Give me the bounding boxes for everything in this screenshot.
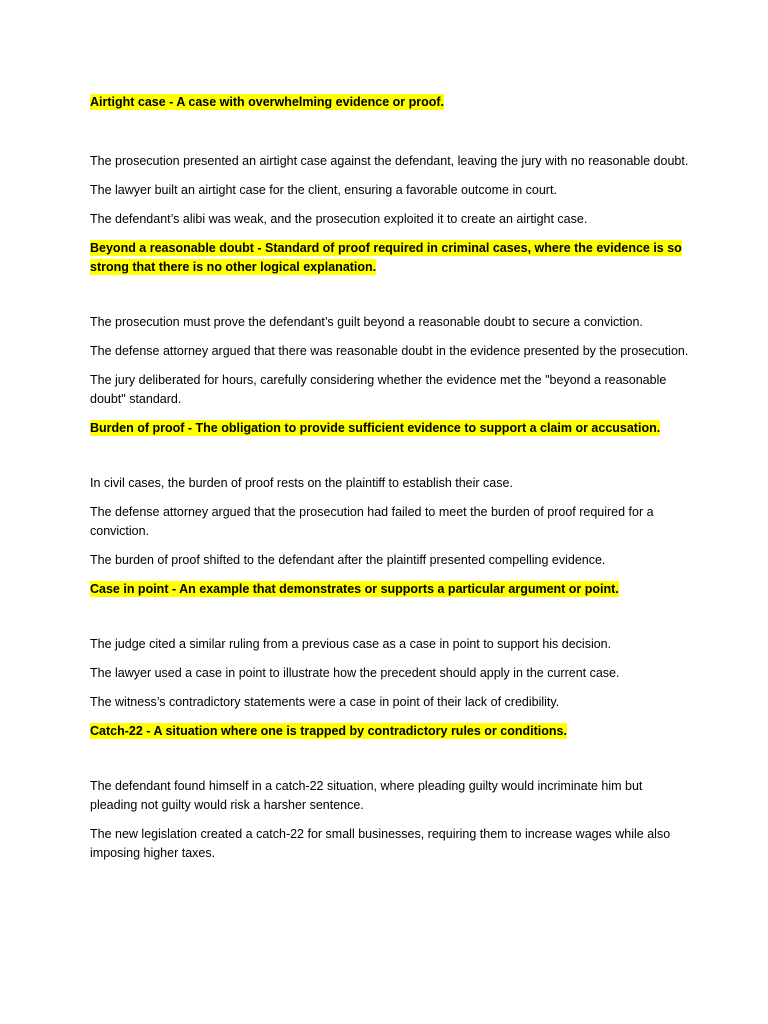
example-sentence: The burden of proof shifted to the defendant after the plaintiff presented compelling evidence.: [90, 553, 606, 567]
term-section-beyond-reasonable-doubt: [90, 239, 708, 409]
term-heading: [90, 93, 708, 112]
term-section-case-in-point: [90, 580, 708, 712]
example-sentence: The judge cited a similar ruling from a previous case as a case in point to support his decision.: [90, 637, 612, 651]
term-highlight: Catch-22 - A situation where one is trapped by contradictory rules or conditions.: [90, 724, 567, 738]
term-heading: [90, 419, 708, 438]
term-section-burden-of-proof: [90, 419, 708, 570]
example-sentence: The jury deliberated for hours, carefully considering whether the evidence met the "beyond a reasonable doubt" standard.: [90, 373, 667, 406]
term-highlight: Beyond a reasonable doubt - Standard of proof required in criminal cases, where the evidence is so strong that there is no other logical explanation.: [90, 241, 682, 274]
term-highlight: Burden of proof - The obligation to provide sufficient evidence to support a claim or accusation.: [90, 421, 661, 435]
term-heading: [90, 239, 708, 277]
example-sentence: The defendant’s alibi was weak, and the prosecution exploited it to create an airtight case.: [90, 212, 588, 226]
term-section-catch-22: [90, 722, 708, 863]
example-sentence: The lawyer built an airtight case for the client, ensuring a favorable outcome in court.: [90, 183, 557, 197]
term-section-airtight-case: [90, 93, 708, 229]
term-highlight: Case in point - An example that demonstrates or supports a particular argument or point.: [90, 582, 619, 596]
example-sentence: The new legislation created a catch-22 for small businesses, requiring them to increase wages while also imposing higher taxes.: [90, 827, 671, 860]
example-sentence: The prosecution presented an airtight case against the defendant, leaving the jury with no reasonable doubt.: [90, 154, 689, 168]
example-sentence: The lawyer used a case in point to illustrate how the precedent should apply in the current case.: [90, 666, 620, 680]
term-heading: [90, 722, 708, 741]
example-sentence: The witness’s contradictory statements were a case in point of their lack of credibility.: [90, 695, 560, 709]
term-heading: [90, 580, 708, 599]
example-sentence: The defense attorney argued that the prosecution had failed to meet the burden of proof required for a conviction.: [90, 505, 654, 538]
term-highlight: Airtight case - A case with overwhelming evidence or proof.: [90, 95, 445, 109]
example-sentence: The prosecution must prove the defendant’s guilt beyond a reasonable doubt to secure a conviction.: [90, 315, 643, 329]
example-sentence: The defendant found himself in a catch-22 situation, where pleading guilty would incriminate him but pleading not guilty would risk a harsher sentence.: [90, 779, 643, 812]
example-sentence: The defense attorney argued that there was reasonable doubt in the evidence presented by the prosecution.: [90, 344, 689, 358]
example-sentence: In civil cases, the burden of proof rests on the plaintiff to establish their case.: [90, 476, 513, 490]
